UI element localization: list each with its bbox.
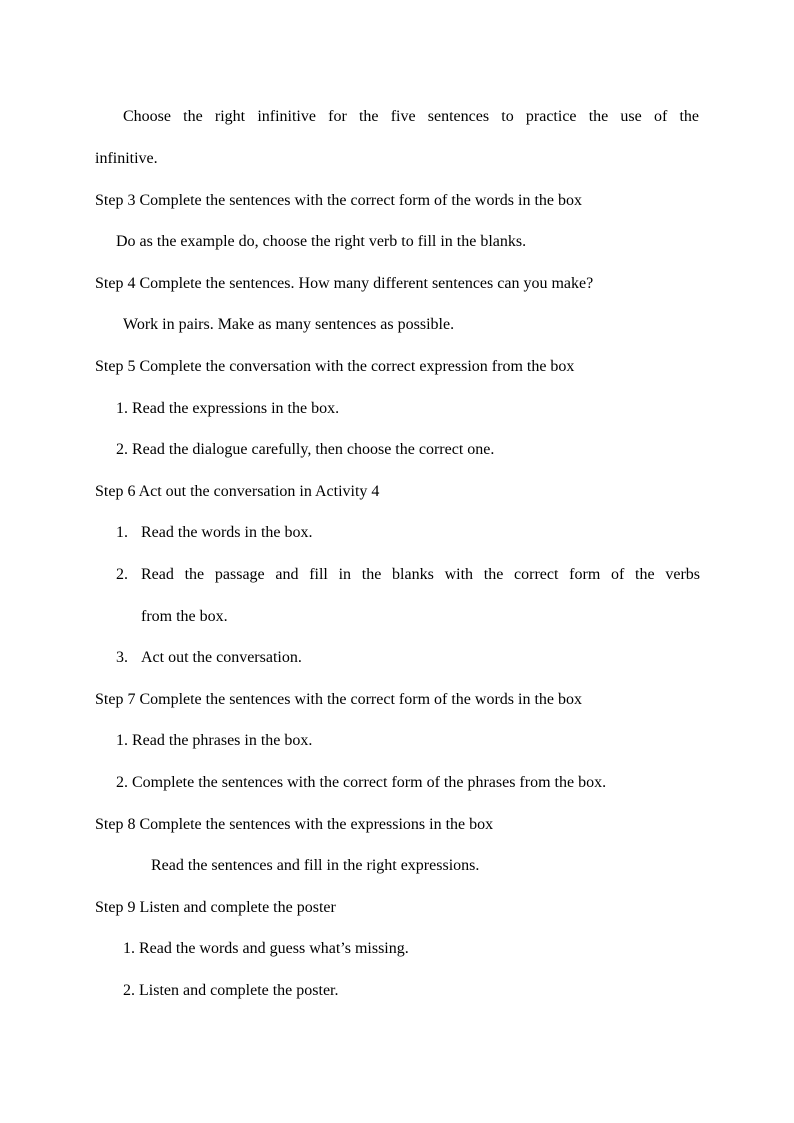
step7-heading: Step 7 Complete the sentences with the correct form of the words in the box	[95, 691, 582, 708]
step8-detail: Read the sentences and fill in the right expressions.	[151, 857, 480, 874]
step9-item-2: 2. Listen and complete the poster.	[123, 982, 339, 999]
step3-heading: Step 3 Complete the sentences with the correct form of the words in the box	[95, 192, 582, 209]
step4-detail: Work in pairs. Make as many sentences as possible.	[123, 316, 455, 333]
step5-item-1: 1. Read the expressions in the box.	[116, 400, 340, 417]
step7-item-1: 1. Read the phrases in the box.	[116, 732, 313, 749]
step9-heading: Step 9 Listen and complete the poster	[95, 899, 336, 916]
step6-item-2-text-line-2: from the box.	[141, 608, 228, 625]
step6-heading: Step 6 Act out the conversation in Activity 4	[95, 483, 380, 500]
step7-item-2: 2. Complete the sentences with the correct form of the phrases from the box.	[116, 774, 607, 791]
step6-item-3-text: Act out the conversation.	[141, 649, 302, 666]
step6-item-2-number: 2.	[116, 566, 128, 583]
step6-item-1-text: Read the words in the box.	[141, 524, 313, 541]
step6-item-2-text-line-1: Read the passage and fill in the blanks with the correct form of the verbs	[141, 566, 700, 583]
intro-line-2: infinitive.	[95, 150, 158, 167]
step3-detail: Do as the example do, choose the right verb to fill in the blanks.	[116, 233, 527, 250]
step6-item-3-number: 3.	[116, 649, 128, 666]
step8-heading: Step 8 Complete the sentences with the expressions in the box	[95, 816, 494, 833]
step4-heading: Step 4 Complete the sentences. How many different sentences can you make?	[95, 275, 594, 292]
step5-heading: Step 5 Complete the conversation with the correct expression from the box	[95, 358, 575, 375]
intro-line-1: Choose the right infinitive for the five sentences to practice the use of the	[123, 108, 699, 125]
step6-item-1-number: 1.	[116, 524, 128, 541]
step9-item-1: 1. Read the words and guess what’s missing.	[123, 940, 409, 957]
step5-item-2: 2. Read the dialogue carefully, then choose the correct one.	[116, 441, 495, 458]
